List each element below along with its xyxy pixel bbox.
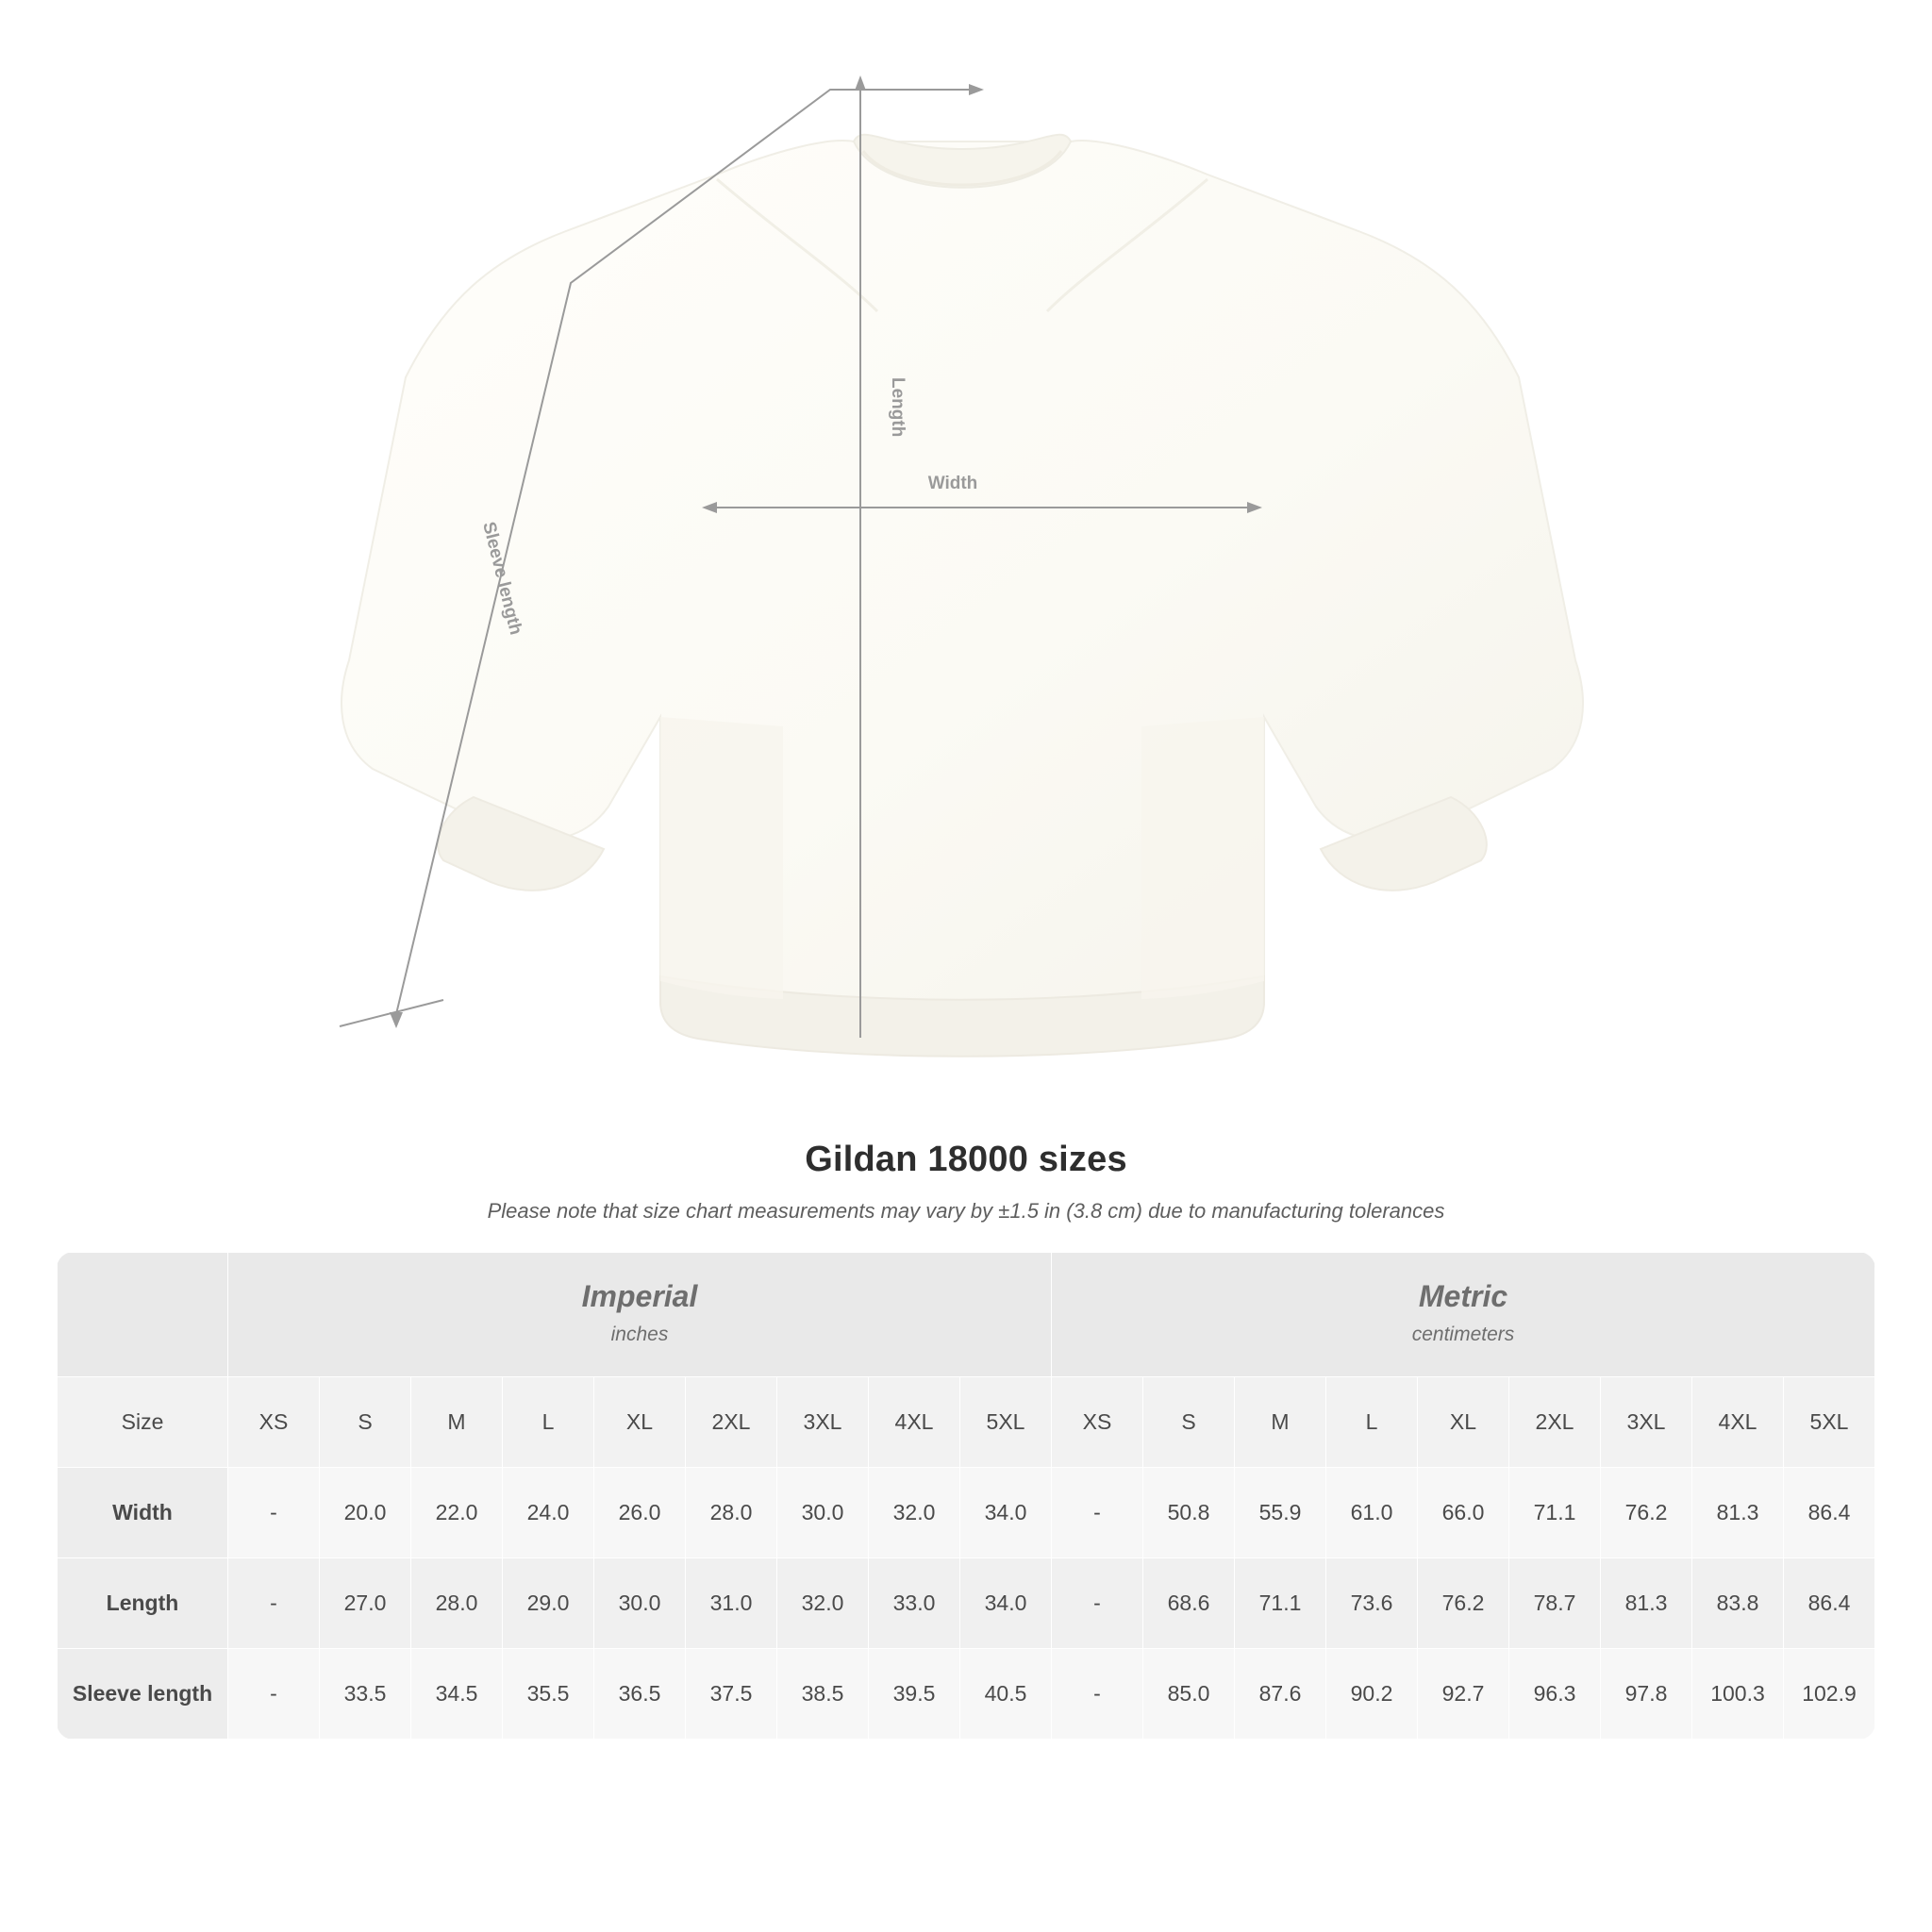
unit-metric-sub: centimeters — [1411, 1324, 1515, 1345]
cell-sleeve-imp-4: 36.5 — [594, 1649, 686, 1740]
unit-imperial-cell — [228, 1253, 1052, 1377]
cell-width-met-6: 76.2 — [1601, 1468, 1692, 1558]
cell-width-met-4: 66.0 — [1418, 1468, 1509, 1558]
cell-width-imp-2: 22.0 — [411, 1468, 503, 1558]
cell-sleeve-met-6: 97.8 — [1601, 1649, 1692, 1740]
cell-length-met-6: 81.3 — [1601, 1558, 1692, 1649]
cell-length-met-4: 76.2 — [1418, 1558, 1509, 1649]
unit-metric-name: Metric — [1418, 1279, 1508, 1313]
size-col-met-6: 3XL — [1601, 1377, 1692, 1468]
cell-length-imp-8: 34.0 — [960, 1558, 1052, 1649]
cell-width-met-7: 81.3 — [1692, 1468, 1784, 1558]
unit-metric-cell — [1052, 1253, 1875, 1377]
size-col-met-1: S — [1143, 1377, 1235, 1468]
cell-width-imp-5: 28.0 — [686, 1468, 777, 1558]
cell-sleeve-imp-1: 33.5 — [320, 1649, 411, 1740]
size-col-imp-2: M — [411, 1377, 503, 1468]
table-row — [58, 1558, 1875, 1649]
title-block — [0, 1140, 1932, 1224]
size-col-imp-4: XL — [594, 1377, 686, 1468]
cell-sleeve-met-7: 100.3 — [1692, 1649, 1784, 1740]
cell-length-imp-4: 30.0 — [594, 1558, 686, 1649]
row-label-length: Length — [58, 1558, 228, 1649]
cell-width-met-2: 55.9 — [1235, 1468, 1326, 1558]
cell-sleeve-met-2: 87.6 — [1235, 1649, 1326, 1740]
cell-width-imp-7: 32.0 — [869, 1468, 960, 1558]
cell-width-met-5: 71.1 — [1509, 1468, 1601, 1558]
cell-sleeve-imp-2: 34.5 — [411, 1649, 503, 1740]
unit-imperial-sub: inches — [610, 1324, 669, 1345]
row-label-sleeve-length: Sleeve length — [58, 1649, 228, 1740]
cell-length-met-0: - — [1052, 1558, 1143, 1649]
cell-length-met-3: 73.6 — [1326, 1558, 1418, 1649]
size-col-imp-3: L — [503, 1377, 594, 1468]
cell-width-imp-3: 24.0 — [503, 1468, 594, 1558]
size-col-met-4: XL — [1418, 1377, 1509, 1468]
cell-sleeve-met-4: 92.7 — [1418, 1649, 1509, 1740]
row-label-width: Width — [58, 1468, 228, 1558]
unit-header-row — [58, 1253, 1875, 1377]
cell-width-imp-1: 20.0 — [320, 1468, 411, 1558]
table-row — [58, 1649, 1875, 1740]
cell-width-met-0: - — [1052, 1468, 1143, 1558]
cell-length-imp-0: - — [228, 1558, 320, 1649]
size-col-met-3: L — [1326, 1377, 1418, 1468]
cell-sleeve-met-5: 96.3 — [1509, 1649, 1601, 1740]
size-header-label: Size — [58, 1377, 228, 1468]
size-col-met-2: M — [1235, 1377, 1326, 1468]
cell-sleeve-imp-5: 37.5 — [686, 1649, 777, 1740]
cell-length-met-8: 86.4 — [1784, 1558, 1875, 1649]
sweatshirt-shape — [341, 135, 1583, 1057]
width-label: Width — [927, 474, 978, 493]
cell-sleeve-met-0: - — [1052, 1649, 1143, 1740]
cell-length-imp-3: 29.0 — [503, 1558, 594, 1649]
size-table — [57, 1252, 1875, 1740]
size-table-wrapper — [57, 1252, 1875, 1740]
cell-sleeve-imp-8: 40.5 — [960, 1649, 1052, 1740]
table-row — [58, 1468, 1875, 1558]
size-col-met-7: 4XL — [1692, 1377, 1784, 1468]
size-col-imp-1: S — [320, 1377, 411, 1468]
size-col-imp-6: 3XL — [777, 1377, 869, 1468]
cell-sleeve-imp-0: - — [228, 1649, 320, 1740]
cell-width-imp-6: 30.0 — [777, 1468, 869, 1558]
size-col-imp-7: 4XL — [869, 1377, 960, 1468]
cell-length-met-7: 83.8 — [1692, 1558, 1784, 1649]
cell-sleeve-imp-7: 39.5 — [869, 1649, 960, 1740]
unit-corner-cell — [58, 1253, 228, 1377]
cell-length-imp-2: 28.0 — [411, 1558, 503, 1649]
cell-sleeve-met-3: 90.2 — [1326, 1649, 1418, 1740]
tolerance-note: Please note that size chart measurements may vary by ±1.5 in (3.8 cm) due to manufacturing tolerances — [487, 1199, 1445, 1223]
sleeve-length-label: Sleeve length — [478, 520, 526, 638]
page-title: Gildan 18000 sizes — [805, 1140, 1127, 1179]
cell-width-imp-4: 26.0 — [594, 1468, 686, 1558]
size-col-imp-0: XS — [228, 1377, 320, 1468]
cell-sleeve-imp-6: 38.5 — [777, 1649, 869, 1740]
cell-sleeve-met-8: 102.9 — [1784, 1649, 1875, 1740]
size-header-row — [58, 1377, 1875, 1468]
size-col-met-5: 2XL — [1509, 1377, 1601, 1468]
cell-width-met-8: 86.4 — [1784, 1468, 1875, 1558]
size-col-imp-8: 5XL — [960, 1377, 1052, 1468]
length-label: Length — [888, 377, 908, 438]
cell-length-imp-7: 33.0 — [869, 1558, 960, 1649]
size-col-met-8: 5XL — [1784, 1377, 1875, 1468]
cell-sleeve-met-1: 85.0 — [1143, 1649, 1235, 1740]
cell-width-imp-0: - — [228, 1468, 320, 1558]
cell-length-imp-1: 27.0 — [320, 1558, 411, 1649]
cell-sleeve-imp-3: 35.5 — [503, 1649, 594, 1740]
cell-width-met-3: 61.0 — [1326, 1468, 1418, 1558]
cell-width-imp-8: 34.0 — [960, 1468, 1052, 1558]
cell-width-met-1: 50.8 — [1143, 1468, 1235, 1558]
cell-length-imp-5: 31.0 — [686, 1558, 777, 1649]
cell-length-imp-6: 32.0 — [777, 1558, 869, 1649]
cell-length-met-2: 71.1 — [1235, 1558, 1326, 1649]
cell-length-met-5: 78.7 — [1509, 1558, 1601, 1649]
cell-length-met-1: 68.6 — [1143, 1558, 1235, 1649]
unit-imperial-name: Imperial — [581, 1279, 698, 1313]
size-col-met-0: XS — [1052, 1377, 1143, 1468]
size-col-imp-5: 2XL — [686, 1377, 777, 1468]
